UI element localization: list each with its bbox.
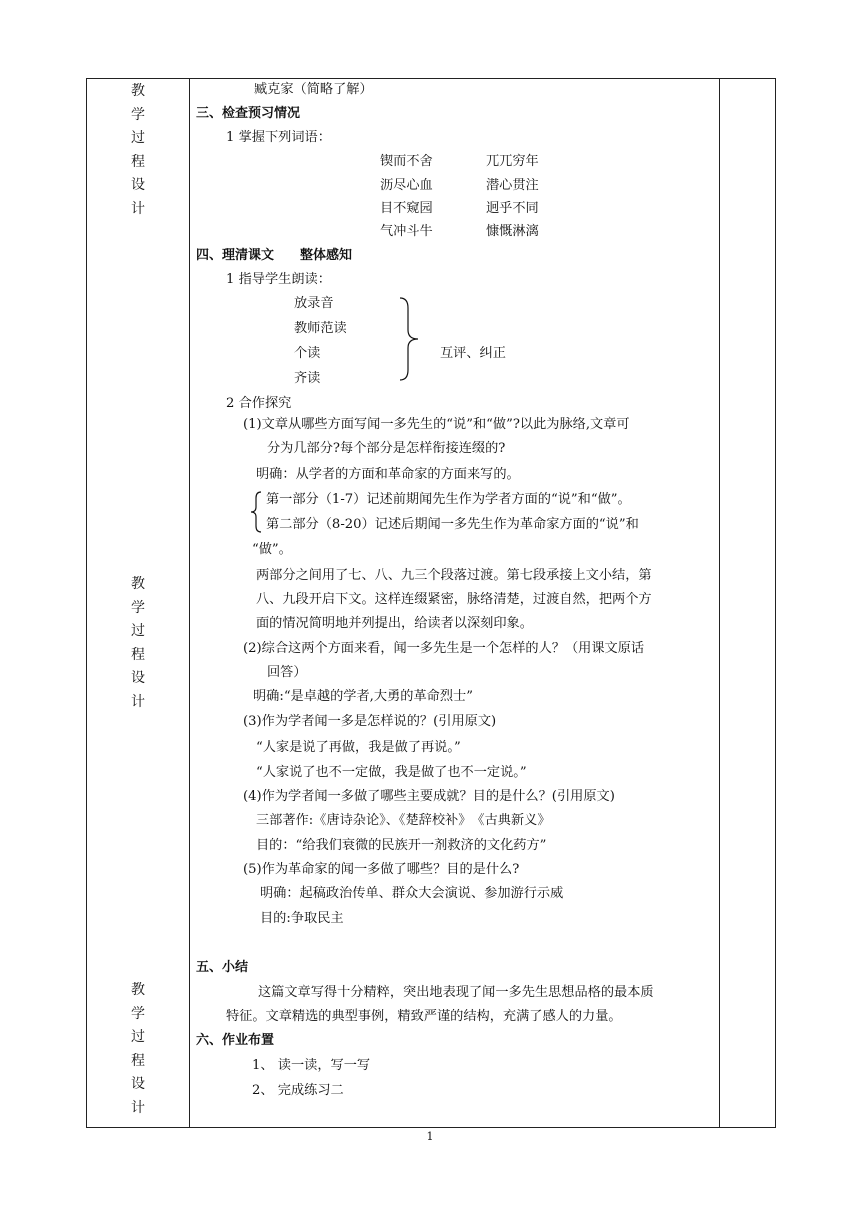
table-border-bottom bbox=[86, 1127, 776, 1128]
question-1-line-1: (1)文章从哪些方面写闻一多先生的“说”和“做”?以此为脉络,文章可 bbox=[243, 417, 630, 432]
transition-line-1: 两部分之间用了七、八、九三个段落过渡。第七段承接上文小结，第 bbox=[256, 568, 652, 583]
question-4: (4)作为学者闻一多做了哪些主要成就？目的是什么？(引用原文) bbox=[243, 789, 615, 804]
table-divider-notes bbox=[719, 78, 720, 1128]
word: 沥尽心血 bbox=[380, 178, 433, 193]
section-3-heading: 三、检查预习情况 bbox=[196, 106, 301, 121]
word: 目不窥园 bbox=[380, 201, 433, 216]
table-divider-label bbox=[189, 78, 190, 1128]
transition-line-3: 面的情况简明地并列提出，给读者以深刻印象。 bbox=[256, 616, 533, 631]
answer-3-line-2: “人家说了也不一定做，我是做了也不一定说。” bbox=[256, 765, 527, 780]
summary-line-2: 特征。文章精选的典型事例，精致严谨的结构，充满了感人的力量。 bbox=[226, 1009, 622, 1024]
question-5: (5)作为革命家的闻一多做了哪些？目的是什么? bbox=[243, 862, 520, 877]
answer-3-line-1: “人家是说了再做，我是做了再说。” bbox=[256, 740, 461, 755]
section-4-heading: 四、理清课文 整体感知 bbox=[196, 248, 353, 263]
answer-2: 明确:“是卓越的学者,大勇的革命烈士” bbox=[253, 689, 473, 704]
reading-item: 放录音 bbox=[294, 296, 334, 311]
word: 迥乎不同 bbox=[486, 201, 539, 216]
table-border-right bbox=[775, 78, 776, 1128]
summary-line-1: 这篇文章写得十分精粹，突出地表现了闻一多先生思想品格的最本质 bbox=[258, 985, 654, 1000]
answer-4-line-2: 目的：“给我们衰微的民族开一剂救济的文化药方” bbox=[256, 838, 547, 853]
section-3-item-1: 1 掌握下列词语： bbox=[226, 130, 331, 145]
answer-4-line-1: 三部著作:《唐诗杂论》、《楚辞校补》 《古典新义》 bbox=[256, 813, 551, 828]
reading-item: 个读 bbox=[294, 346, 321, 361]
section-4-item-1: 1 指导学生朗读： bbox=[226, 272, 331, 287]
reading-item: 齐读 bbox=[294, 371, 321, 386]
word: 气冲斗牛 bbox=[380, 224, 433, 239]
side-label-bottom: 教 学 过 程 设 计 bbox=[131, 982, 145, 1116]
reading-note: 互评、纠正 bbox=[440, 346, 506, 361]
side-label-middle: 教 学 过 程 设 计 bbox=[131, 576, 145, 710]
answer-5-line-2: 目的:争取民主 bbox=[260, 911, 344, 926]
word: 兀兀穷年 bbox=[486, 154, 539, 169]
transition-line-2: 八、九段开启下文。这样连缀紧密，脉络清楚，过渡自然，把两个方 bbox=[256, 592, 652, 607]
reading-brace bbox=[398, 296, 422, 382]
intro-line: 臧克家（简略了解） bbox=[254, 82, 373, 97]
word: 锲而不舍 bbox=[380, 154, 433, 169]
table-border-top bbox=[86, 78, 776, 79]
reading-item: 教师范读 bbox=[294, 321, 347, 336]
part-2-line-2: “做”。 bbox=[252, 542, 292, 557]
word: 慷慨淋漓 bbox=[486, 224, 539, 239]
section-4-item-2: 2 合作探究 bbox=[226, 396, 292, 411]
section-6-heading: 六、作业布置 bbox=[196, 1033, 275, 1048]
answer-5-line-1: 明确：起稿政治传单、群众大会演说、参加游行示威 bbox=[260, 886, 564, 901]
part-2-line-1: 第二部分（8-20）记述后期闻一多先生作为革命家方面的“说”和 bbox=[266, 517, 639, 532]
answer-1: 明确：从学者的方面和革命家的方面来写的。 bbox=[256, 467, 520, 482]
side-label-top: 教 学 过 程 设 计 bbox=[131, 83, 145, 217]
question-2-line-1: (2)综合这两个方面来看，闻一多先生是一个怎样的人？（用课文原话 bbox=[243, 641, 645, 656]
question-2-line-2: 回答） bbox=[267, 665, 307, 680]
question-3: (3)作为学者闻一多是怎样说的？(引用原文) bbox=[243, 714, 497, 729]
question-1-line-2: 分为几部分?每个部分是怎样衔接连缀的? bbox=[267, 441, 506, 456]
word: 潜心贯注 bbox=[486, 178, 539, 193]
homework-1: 1、 读一读，写一写 bbox=[252, 1058, 371, 1073]
section-5-heading: 五、小结 bbox=[196, 960, 249, 975]
part-1: 第一部分（1-7）记述前期闻先生作为学者方面的“说”和“做”。 bbox=[266, 492, 631, 507]
homework-2: 2、 完成练习二 bbox=[252, 1083, 344, 1098]
parts-brace bbox=[250, 491, 262, 533]
page-number: 1 bbox=[426, 1130, 434, 1143]
